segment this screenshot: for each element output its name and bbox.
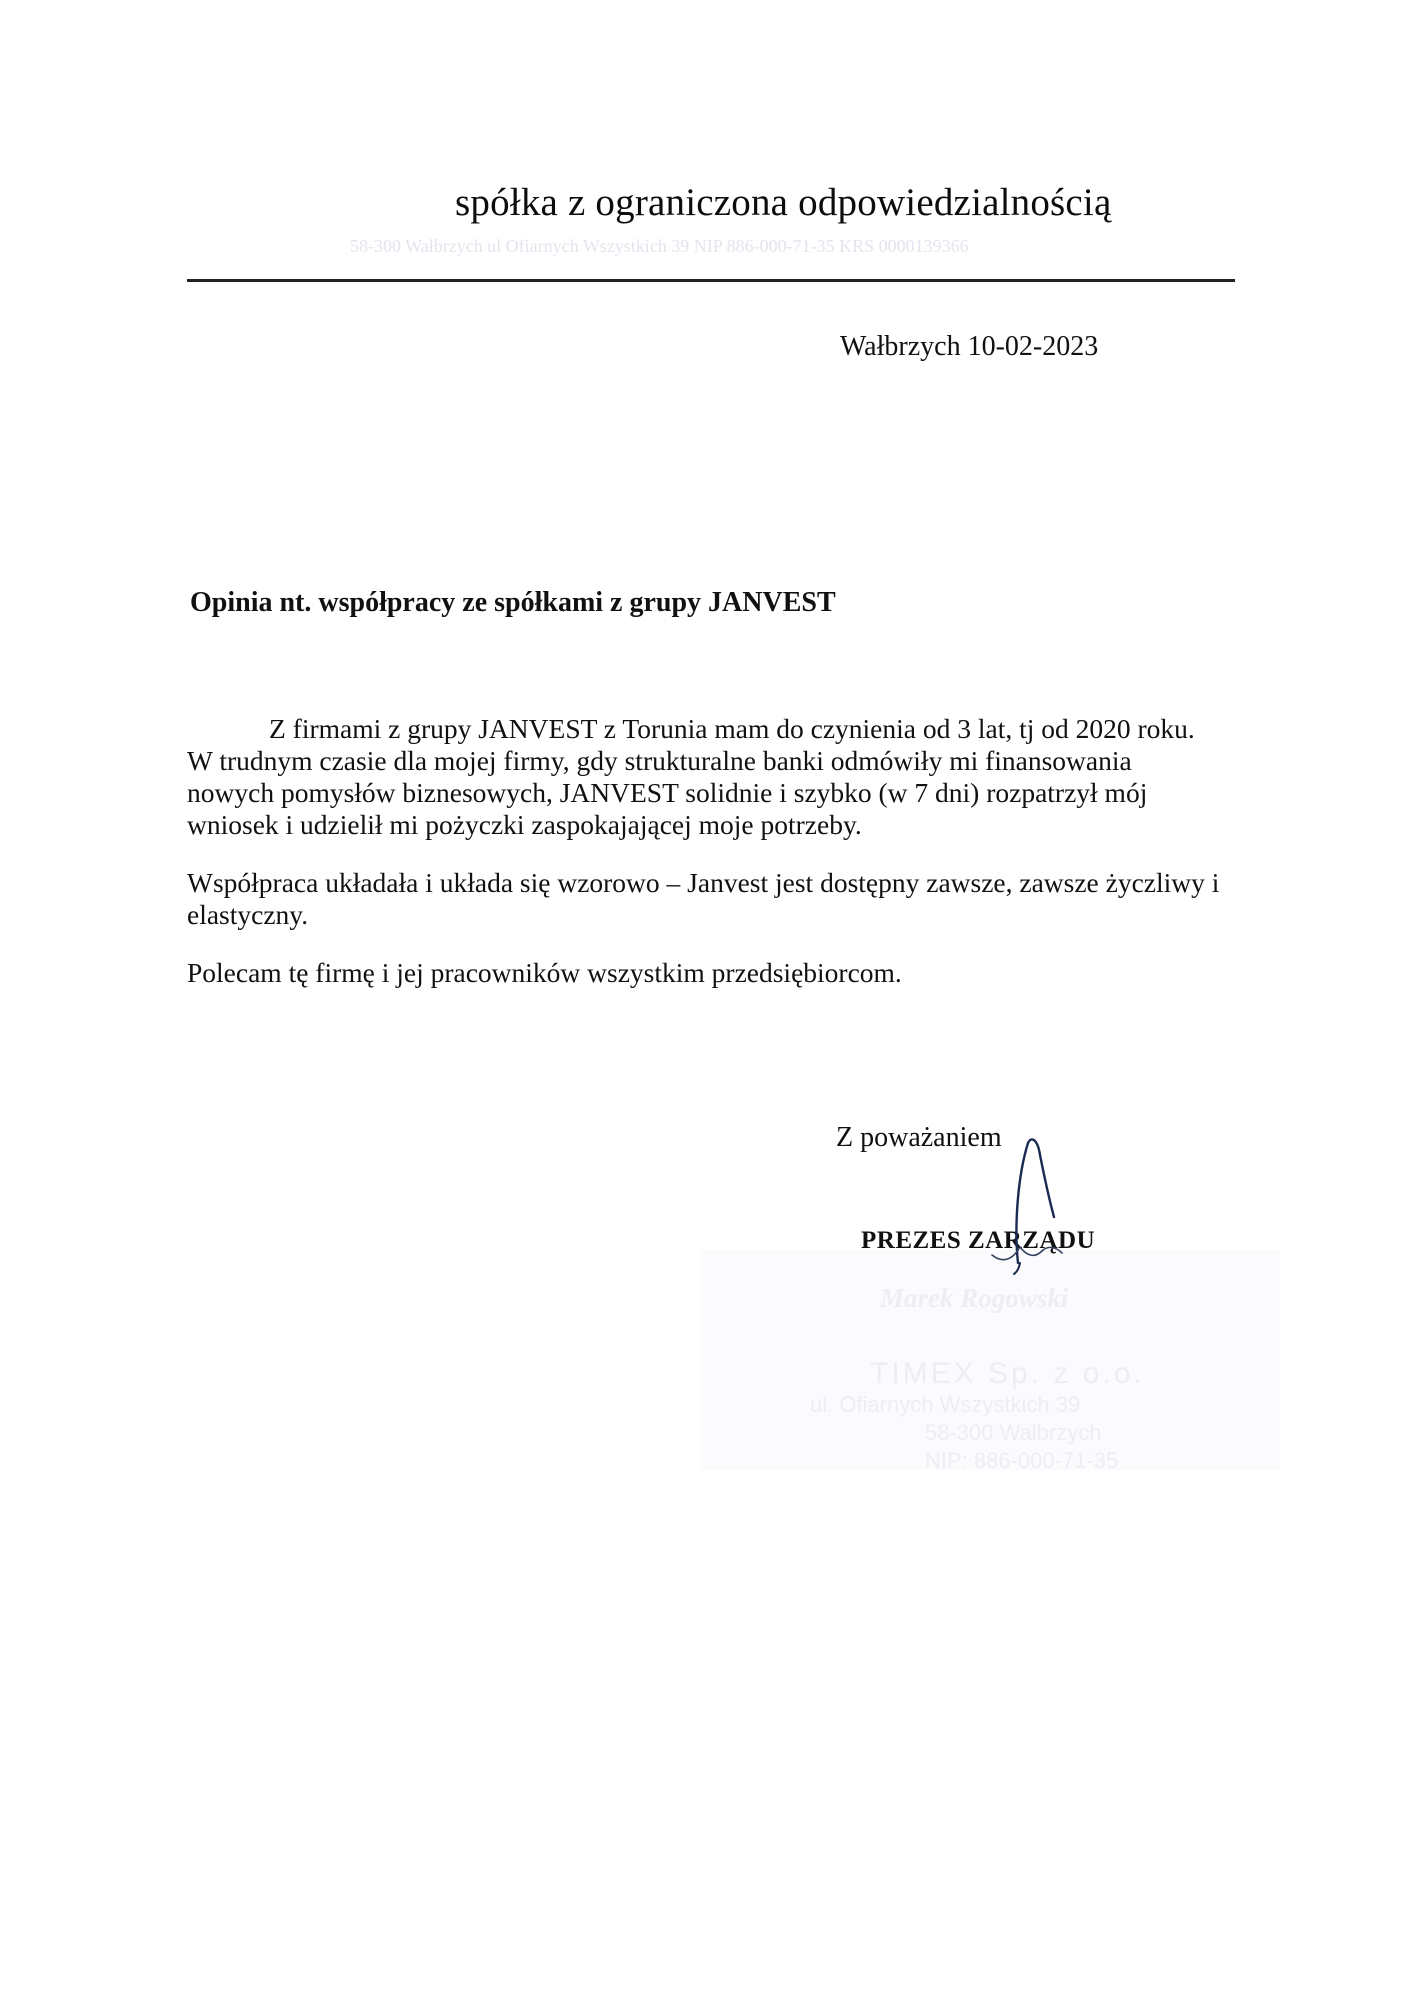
stamp-person-name: Marek Rogowski bbox=[880, 1283, 1069, 1313]
closing-phrase: Z poważaniem bbox=[836, 1122, 1002, 1153]
paragraph-3-line: Polecam tę firmę i jej pracowników wszystkim przedsiębiorcom. bbox=[187, 957, 902, 988]
handwritten-signature bbox=[990, 1135, 1120, 1275]
paragraph-2-line: Współpraca układała i układa się wzorowo – Janvest jest dostępny zawsze, zawsze życzliwy i bbox=[187, 867, 1220, 898]
company-address-line: 58-300 Wałbrzych ul Ofiarnych Wszystkich 39 NIP 886-000-71-35 KRS 0000139366 bbox=[350, 236, 969, 256]
signer-title: PREZES ZARZĄDU bbox=[861, 1227, 1096, 1254]
letter-subject: Opinia nt. współpracy ze spółkami z grupy JANVEST bbox=[190, 587, 836, 618]
stamp-company: TIMEX Sp. z o.o. bbox=[870, 1357, 1145, 1390]
paragraph-1 bbox=[187, 713, 1237, 841]
paragraph-3 bbox=[187, 957, 1237, 989]
stamp-street: ul. Ofiarnych Wszystkich 39 bbox=[810, 1392, 1081, 1417]
paragraph-1-line: Z firmami z grupy JANVEST z Torunia mam do czynienia od 3 lat, tj od 2020 roku. bbox=[269, 713, 1195, 744]
letter-body bbox=[187, 713, 1237, 1015]
paragraph-1-line: wniosek i udzielił mi pożyczki zaspokajającej moje potrzeby. bbox=[187, 809, 862, 840]
company-legal-form: spółka z ograniczona odpowiedzialnością bbox=[455, 181, 1112, 224]
paragraph-2 bbox=[187, 867, 1237, 931]
stamp-city: 58-300 Wałbrzych bbox=[925, 1420, 1102, 1445]
header-divider bbox=[187, 279, 1235, 282]
paragraph-1-line: W trudnym czasie dla mojej firmy, gdy strukturalne banki odmówiły mi finansowania bbox=[187, 745, 1132, 776]
paragraph-1-line: nowych pomysłów biznesowych, JANVEST solidnie i szybko (w 7 dni) rozpatrzył mój bbox=[187, 777, 1148, 808]
stamp-nip: NIP: 886-000-71-35 bbox=[925, 1448, 1119, 1473]
place-date: Wałbrzych 10-02-2023 bbox=[840, 331, 1099, 362]
paragraph-2-line: elastyczny. bbox=[187, 899, 309, 930]
